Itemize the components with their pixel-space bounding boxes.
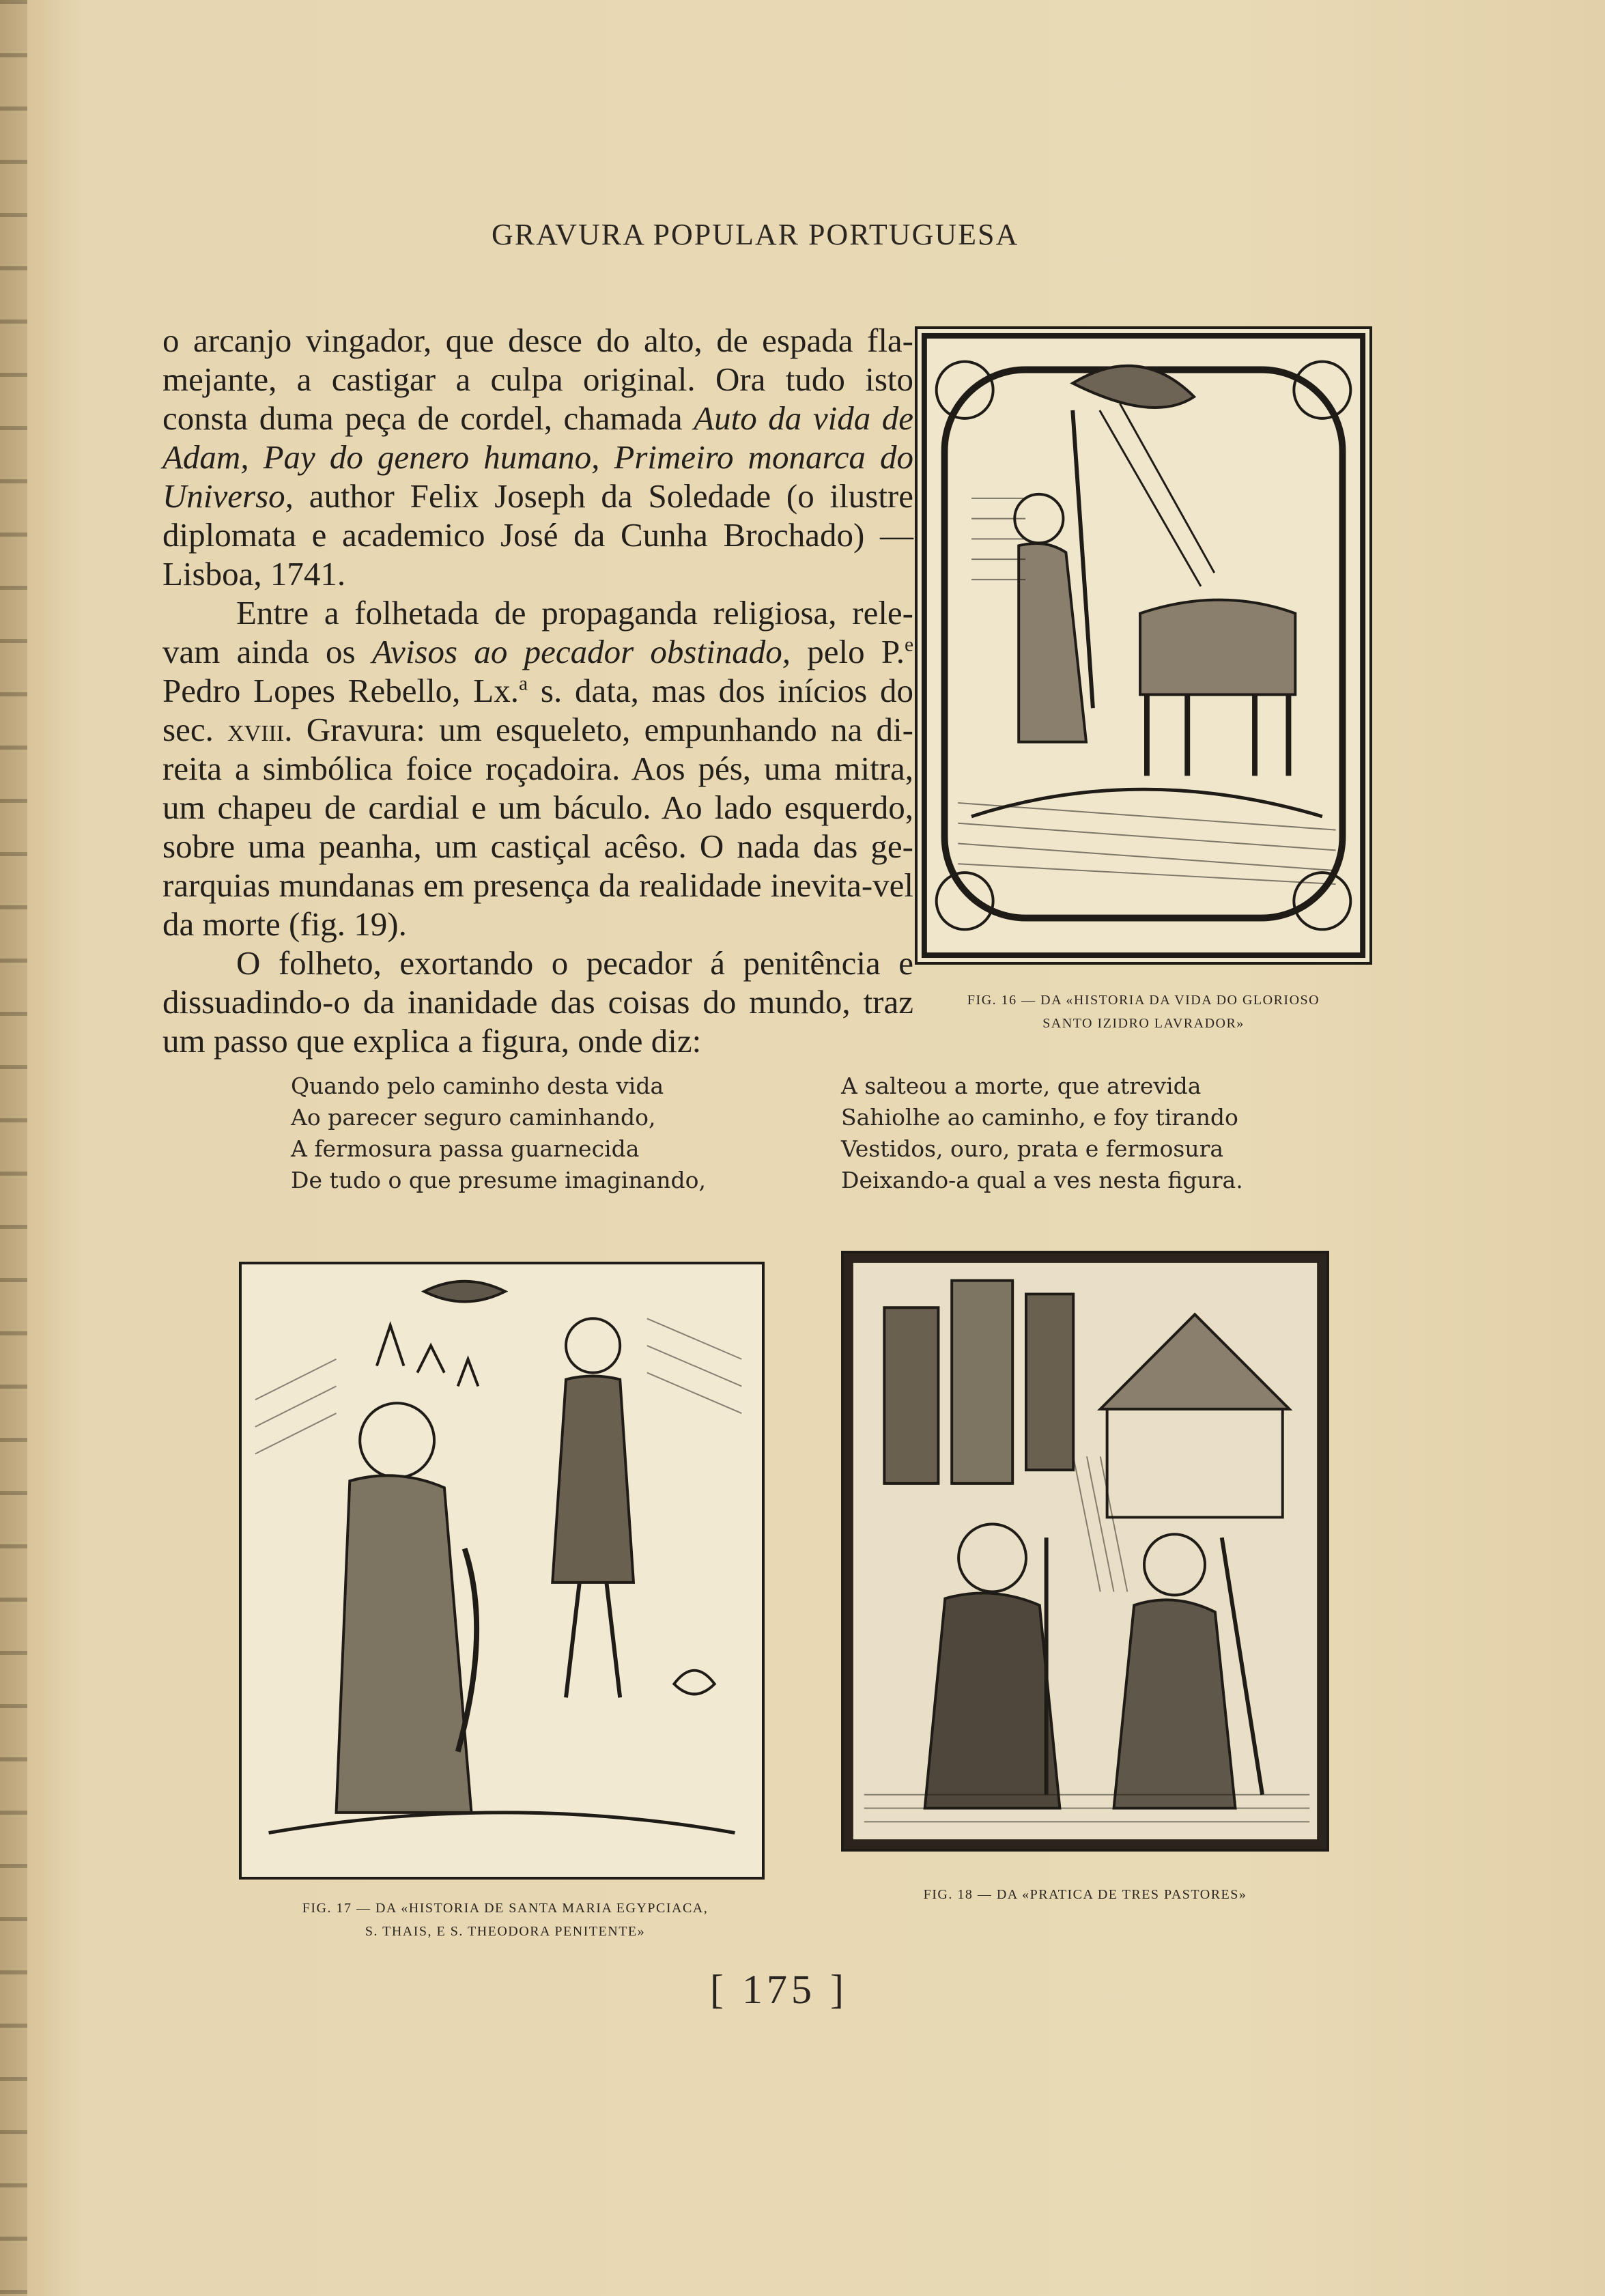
body-text [162,321,913,1060]
verse-left: Quando pelo caminho desta vida Ao parecer seguro caminhando, A fermosura passa guarnecida De tudo o que presume imaginando, [291,1073,707,1193]
page-binding-edge [0,0,27,2296]
woodcut-fig-16 [915,326,1372,965]
running-head: GRAVURA POPULAR PORTUGUESA [492,218,1019,251]
verse-right: A salteou a morte, que atrevida Sahiolhe ao caminho, e foy tirando Vestidos, ouro, prata e fermosura Deixando-a qual a ves nesta figura. [841,1073,1243,1193]
woodcut-fig-18 [841,1251,1329,1852]
page-number: [ 175 ] [710,1967,848,2012]
woodcut-fig-17 [239,1262,765,1880]
caption-fig-18: FIG. 18 — DA «PRATICA DE TRES PASTORES» [923,1887,1247,1902]
caption-fig-16: FIG. 16 — DA «HISTORIA DA VIDA DO GLORIOSO SANTO IZIDRO LAVRADOR» [967,993,1320,1031]
caption-fig-17: FIG. 17 — DA «HISTORIA DE SANTA MARIA EGYPCIACA, S. THAIS, E S. THEODORA PENITENTE» [302,1901,709,1939]
paragraph-3: O folheto, exortando o pecador á penitência e dissuadindo-o da inanidade das coisas do mundo, traz um passo que explica a figura, onde diz: [162,944,913,1060]
paragraph-2: Entre a folhetada de propaganda religiosa, rele-vam ainda os Avisos ao pecador obstinado, pelo P.$^e$ Pedro Lopes Rebello, Lx.$^a$ s. data, mas dos inícios do sec. xviii. Gravura: um esqueleto, empunhando na di-reita a simbólica foice roçadoira. Aos pés, uma mitra, um chapeu de cardial e um báculo. Ao lado esquerdo, sobre uma peanha, um castiçal acêso. O nada das ge-rarquias mundanas em presença da realidade inevita-vel da morte (fig. 19). [162,594,914,943]
paragraph-1: o arcanjo vingador, que desce do alto, de espada fla-mejante, a castigar a culpa original. Ora tudo isto consta duma peça de cordel, chamada Auto da vida de Adam, Pay do genero humano, Primeiro monarca do Universo, author Felix Joseph da Soledade (o ilustre diplomata e academico José da Cunha Brochado) — Lisboa, 1741. [162,322,913,593]
